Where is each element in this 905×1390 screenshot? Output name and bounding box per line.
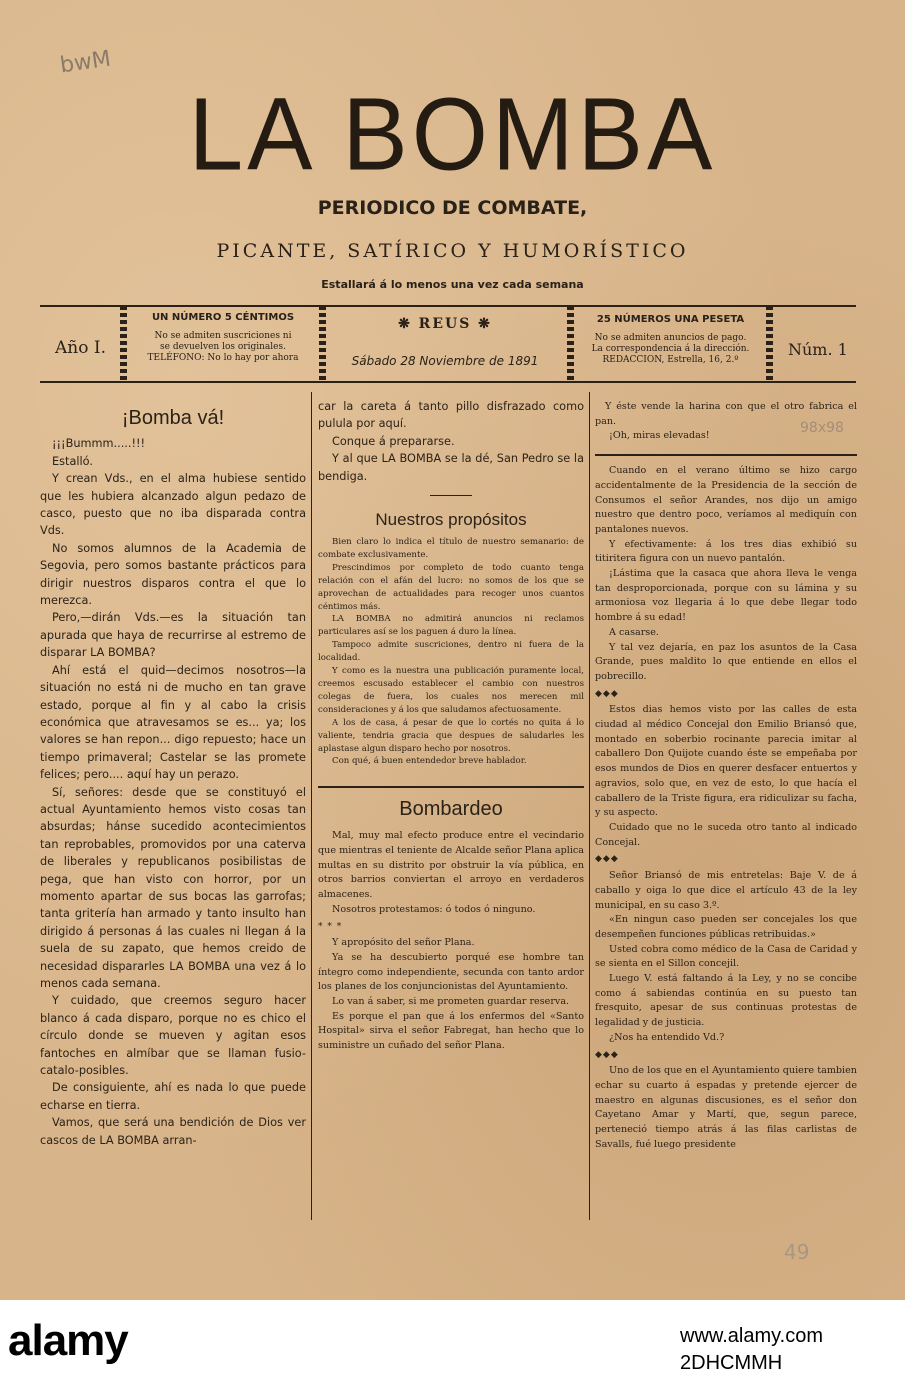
paragraph: No somos alumnos de la Academia de Segovia, pero somos bastante prácticos para dirigir nuestros disparos contra el que lo merezca. xyxy=(40,541,306,608)
paragraph: Usted cobra como médico de la Casa de Caridad y se sienta en el Sillon concejil. xyxy=(595,943,857,970)
paragraph: «En ningun caso pueden ser concejales los que desempeñen funciones públicas retribuidas.» xyxy=(595,914,857,940)
paragraph: Y crean Vds., en el alma hubiese sentido que les hubiera alcanzado algun pedazo de casco, puesto que no iba disparada contra Vds. xyxy=(40,472,306,538)
subscription-heading: 25 NÚMEROS UNA PESETA xyxy=(596,314,745,325)
city-name: ❋ REUS ❋ xyxy=(398,316,492,332)
paragraph: Nosotros protestamos: ó todos ó ninguno. xyxy=(332,903,536,915)
paragraph: Lo van á saber, si me prometen guardar reserva. xyxy=(332,996,570,1008)
price-box xyxy=(132,312,314,364)
handwritten-note: 49 xyxy=(784,1240,810,1264)
price-note: No se admiten suscriciones ni xyxy=(154,331,292,341)
stock-url: www.alamy.com xyxy=(680,1325,823,1347)
handwritten-note: bwM xyxy=(58,46,113,79)
paragraph: Y cuidado, que creemos seguro hacer blanco á cada disparo, porque no es chico el círculo donde se mueven y agitan esos fantoches en almíbar que se llaman fusio-catalo-posibles. xyxy=(40,994,306,1078)
ornament-divider xyxy=(319,306,326,380)
paragraph: Pero,—dirán Vds.—es la situación tan apurada que haya de recurrirse al estremo de disparar LA BOMBA? xyxy=(40,611,306,660)
paragraph: Con qué, á buen entendedor breve hablador. xyxy=(332,756,527,767)
header-top-rule xyxy=(40,305,856,307)
address-note: REDACCION, Estrella, 16, 2.º xyxy=(602,355,739,365)
paragraph: Mal, muy mal efecto produce entre el vecindario que mientras el teniente de Alcalde señor Plana aplica multas en su distrito por obstruir la vía pública, en otros barrios conviertan el arroyo en verdaderos almacenes. xyxy=(318,830,584,901)
paragraph: A casarse. xyxy=(609,626,659,638)
paragraph: Es porque el pan que á los enfermos del «Santo Hospital» sirva el señor Fabregat, han hecho que lo suministre un cuñado del señor Plana. xyxy=(318,1010,584,1052)
section-title: Nuestros propósitos xyxy=(375,510,527,530)
paragraph: Y como es la nuestra una publicación puramente local, creemos escusado establecer el cambio con nuestros colegas de fuera, los cuales nos merecen mil consideraciones y á los que saludamos afectuosamente. xyxy=(318,666,584,715)
header-bottom-rule xyxy=(40,381,856,383)
paragraph: Bien claro lo indica el título de nuestro semanario: de combate exclusivamente. xyxy=(318,537,584,560)
subscription-box xyxy=(578,314,763,366)
paragraph: Cuando en el verano último se hizo cargo accidentalmente de la Presidencia de la sección de Consumos el señor Arandes, nos dijo un amigo nuestro que dentro poco, veríamos al mediquín con pantalones nuevos. xyxy=(595,465,857,535)
ornament-divider xyxy=(120,306,127,380)
ornament-divider xyxy=(766,306,773,380)
price-heading: UN NÚMERO 5 CÉNTIMOS xyxy=(151,312,295,323)
paragraph: ¿Nos ha entendido Vd.? xyxy=(609,1031,725,1043)
paragraph: Y éste vende la harina con que el otro fabrica el pan. xyxy=(595,401,857,427)
column-2 xyxy=(318,398,584,1054)
issue-year: Año I. xyxy=(55,338,106,358)
column-divider xyxy=(311,392,312,1220)
column-divider xyxy=(589,392,590,1220)
issue-date: Sábado 28 Noviembre de 1891 xyxy=(351,354,539,368)
ads-note: No se admiten anuncios de pago. xyxy=(594,333,747,343)
paragraph: Y apropósito del señor Plana. xyxy=(332,937,475,949)
paragraph: ¡Lástima que la casaca que ahora lleva le venga tan desproporcionada, porque con su lámina y su armoniosa voz llegaria á lo que debe llegar todo hombre á su edad! xyxy=(595,568,857,624)
newspaper-subtitle-2: PICANTE, SATÍRICO Y HUMORÍSTICO xyxy=(216,240,689,262)
paragraph: ¡Oh, miras elevadas! xyxy=(609,430,710,442)
newspaper-subtitle: PERIODICO DE COMBATE, xyxy=(317,197,588,219)
paragraph: Cuidado que no le suceda otro tanto al indicado Concejal. xyxy=(595,821,857,848)
paragraph: Vamos, que será una bendición de Dios ver cascos de LA BOMBA arran- xyxy=(40,1116,306,1147)
newspaper-tagline: Estallará á lo menos una vez cada semana xyxy=(321,278,584,291)
paragraph: Sí, señores: desde que se constituyó el actual Ayuntamiento hemos visto cosas tan absurdas; hánse sucedido acontecimientos tan reprobables, promovidos por una caterva de liberales y republicanos posibilistas de pega, que han visto con horror, por un momento apartar de sus bocas las garrofas; tanta gritería han armado y tanto insulto han dirigido á personas á las cuales ni llegan á la suela de su zapato, que hemos creido de necesidad dispararles LA BOMBA una vez á lo menos cada semana. xyxy=(40,785,306,990)
issue-number: Núm. 1 xyxy=(788,340,848,359)
paragraph: Y al que LA BOMBA se la dé, San Pedro se la bendiga. xyxy=(318,452,584,483)
price-note: se devuelven los originales. xyxy=(160,342,286,352)
paragraph: Estos dias hemos visto por las calles de esta ciudad al médico Concejal don Emilio Briansó que, montado en soberbio rocinante parecia imitar al caballero Don Quijote cuando éste se empeñaba por esos mundos de Dios en querer desfacer entuertos y agravios, solo que, en vez de esto, lo que hacía el caballero de la Triste figura, era ridiculizar su facha, y su aspecto. xyxy=(595,704,857,819)
column-1 xyxy=(40,400,306,1149)
paragraph: Y tal vez dejaría, en paz los asuntos de la Casa Grande, pues maldito lo que entiende en ellos el pobrecillo. xyxy=(595,641,857,682)
paragraph: ¡¡¡Bummm.....!!! xyxy=(52,437,146,451)
paragraph: Estalló. xyxy=(52,454,93,468)
ornament-divider xyxy=(567,306,574,380)
paragraph-separator: * * * xyxy=(318,921,343,932)
paragraph: Ya se ha descubierto porqué ese hombre tan íntegro como independiente, secunda con tanto ardor los planes de los conjuncionistas del Ayuntamiento. xyxy=(318,951,584,993)
section-rule xyxy=(595,454,857,456)
paragraph: Ahí está el quid—decimos nosotros—la situación no está ni de mucho en tan grave estado, porque al fin y al cabo la crisis económica que atravesamos se es... ya; los valores se han repon... digo repuesto; hace un tiempo primaveral; Castelar se las promete felices; pero.... aquí hay un perazo. xyxy=(40,663,306,782)
article-title: ¡Bomba vá! xyxy=(121,407,225,429)
stock-image-id: 2DHCMMH xyxy=(680,1352,783,1374)
paragraph: A los de casa, á pesar de que lo cortés no quita á lo valiente, tendria gracia que despues de saludarles les aplastase algun disparo hecho por nosotros. xyxy=(318,717,584,754)
paragraph: car la careta á tanto pillo disfrazado como pulula por aquí. xyxy=(318,400,584,431)
stock-logo: alamy xyxy=(8,1316,128,1365)
correspondence-note: La correspondencia á la dirección. xyxy=(591,344,750,354)
handwritten-note: 98x98 xyxy=(800,420,844,436)
paragraph: De consiguiente, ahí es nada lo que puede echarse en tierra. xyxy=(40,1081,306,1112)
newspaper-title: LA BOMBA xyxy=(188,76,717,192)
section-title: Bombardeo xyxy=(399,798,503,821)
paragraph: Tampoco admite suscriciones, dentro ni fuera de la localidad. xyxy=(318,640,584,664)
paragraph: Uno de los que en el Ayuntamiento quiere tambien echar su cuarto á espadas y pretende ejercer de maestro en algunas discusiones, es el señor don Cayetano Amar y Martí, que, segun parece, perteneció tiempo atrás á las filas carlistas de Savalls, fué luego presidente xyxy=(595,1065,857,1150)
ornament-separator: ◆◆◆ xyxy=(595,688,619,699)
ornament-separator: ◆◆◆ xyxy=(595,1049,619,1060)
telephone-note: TELÉFONO: No lo hay por ahora xyxy=(147,353,299,363)
section-rule xyxy=(318,786,584,788)
paragraph: Y efectivamente: á los tres dias exhibió su titiritera figura con un nuevo pantalón. xyxy=(595,538,857,565)
paragraph: LA BOMBA no admitirá anuncios ni reclamos particulares así se los paguen á duro la línea. xyxy=(318,614,584,638)
section-divider xyxy=(430,495,472,496)
ornament-separator: ◆◆◆ xyxy=(595,854,619,865)
paragraph: Prescindimos por completo de todo cuanto tenga relación con el afán del lucro: no somos de los que se aprovechan de actualidades para recoger unos cuantos céntimos más. xyxy=(318,562,584,612)
paragraph: Señor Briansó de mis entretelas: Baje V. de á caballo y oiga lo que dice el artículo 43 de la ley municipal, en su caso 3.º. xyxy=(595,870,857,911)
paragraph: Luego V. está faltando á la Ley, y no se concibe como á sabiendas continúa en su puesto tan fresquito, apesar de sus continuas protestas de legalidad y de justicia. xyxy=(595,973,857,1029)
column-3 xyxy=(595,400,857,1152)
paragraph: Conque á prepararse. xyxy=(332,434,455,448)
